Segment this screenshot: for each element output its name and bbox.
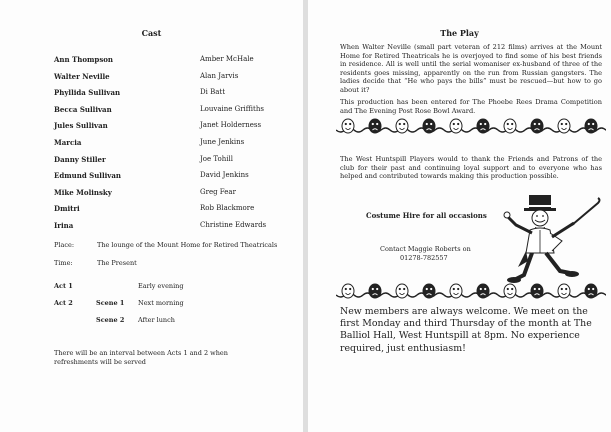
masks-border-icon bbox=[336, 118, 606, 136]
cast-row bbox=[54, 55, 294, 67]
cast-page bbox=[0, 0, 303, 432]
cast-actor: David Jenkins bbox=[200, 171, 249, 180]
act1-value: Early evening bbox=[138, 282, 184, 290]
play-title: The Play bbox=[440, 28, 479, 38]
top-hat-performer-illustration bbox=[502, 193, 602, 289]
masks-border-bottom bbox=[336, 283, 606, 301]
cast-role: Marcia bbox=[54, 138, 82, 147]
cast-row bbox=[54, 204, 294, 216]
play-page bbox=[308, 0, 611, 432]
cast-role: Walter Neville bbox=[54, 71, 110, 81]
phone-number: 01278-782557 bbox=[400, 254, 448, 262]
new-members-note: New members are always welcome. We meet on the first Monday and third Thursday of the month at The Balliol Hall, West Huntspill at 8pm. No experience required, just enthusiasm! bbox=[340, 306, 592, 354]
cast-row bbox=[54, 121, 294, 133]
cast-row bbox=[54, 105, 294, 117]
cast-role: Mike Molinsky bbox=[54, 187, 112, 197]
place-label: Place: bbox=[54, 241, 75, 249]
scene2-label: Scene 2 bbox=[96, 316, 125, 324]
cast-row bbox=[54, 171, 294, 183]
cast-role: Becca Sullivan bbox=[54, 104, 112, 114]
cast-role: Jules Sullivan bbox=[54, 121, 108, 131]
cast-actor: Joe Tohill bbox=[200, 154, 233, 163]
cast-actor: June Jenkins bbox=[200, 138, 245, 146]
cast-actor: Christine Edwards bbox=[200, 221, 267, 229]
act2-label: Act 2 bbox=[54, 299, 73, 307]
cast-actor: Di Batt bbox=[200, 88, 226, 97]
interval-note-line2: refreshments will be served bbox=[54, 358, 146, 366]
time-value: The Present bbox=[97, 259, 137, 267]
time-label: Time: bbox=[54, 259, 73, 267]
costume-title: Costume Hire for all occasions bbox=[366, 211, 487, 220]
cast-title: Cast bbox=[141, 28, 162, 38]
cast-row bbox=[54, 72, 294, 84]
act1-label: Act 1 bbox=[54, 282, 73, 290]
cast-row bbox=[54, 138, 294, 150]
cast-row bbox=[54, 221, 294, 233]
cast-role: Phyllida Sullivan bbox=[54, 88, 121, 98]
synopsis: When Walter Neville (small part veteran of 212 films) arrives at the Mount Home for Retired Theatricals he is overjoyed to find some of his best friends in residence. All is well until the serial womaniser ex-husband of three of the residents goes missing, apparently on the run from Russian gangsters. The ladies decide that “He who pays the bills” must be rescued—but how to go about it? bbox=[340, 43, 602, 94]
cast-actor: Greg Fear bbox=[200, 187, 236, 196]
masks-border-top bbox=[336, 118, 606, 136]
scene1-label: Scene 1 bbox=[96, 299, 125, 307]
cast-role: Dmitri bbox=[54, 204, 80, 214]
interval-note-line1: There will be an interval between Acts 1 and 2 when bbox=[54, 349, 228, 357]
masks-border-icon bbox=[336, 283, 606, 301]
place-value: The lounge of the Mount Home for Retired Theatricals bbox=[97, 241, 278, 249]
cast-role: Ann Thompson bbox=[54, 55, 114, 64]
cast-actor: Alan Jarvis bbox=[200, 71, 239, 80]
cast-actor: Rob Blackmore bbox=[200, 204, 255, 213]
cast-actor: Janet Holderness bbox=[200, 121, 262, 130]
cast-row bbox=[54, 88, 294, 100]
cast-row bbox=[54, 188, 294, 200]
cast-role: Danny Stiller bbox=[54, 154, 106, 164]
scene1-value: Next morning bbox=[138, 299, 184, 307]
cast-actor: Louvaine Griffiths bbox=[200, 104, 264, 113]
cast-role: Edmund Sullivan bbox=[54, 171, 121, 181]
scene2-value: After lunch bbox=[138, 316, 175, 324]
thanks-note: The West Huntspill Players would to thank the Friends and Patrons of the club for their past and continuing loyal support and to everyone who has helped and contributed towards making this production possible. bbox=[340, 155, 602, 181]
contact-line: Contact Maggie Roberts on bbox=[380, 245, 471, 253]
competition-note: This production has been entered for The Phoebe Rees Drama Competition and The Evening Post Rose Bowl Award. bbox=[340, 98, 602, 115]
cast-actor: Amber McHale bbox=[200, 55, 254, 63]
cast-row bbox=[54, 155, 294, 167]
cast-role: Irina bbox=[54, 221, 74, 230]
